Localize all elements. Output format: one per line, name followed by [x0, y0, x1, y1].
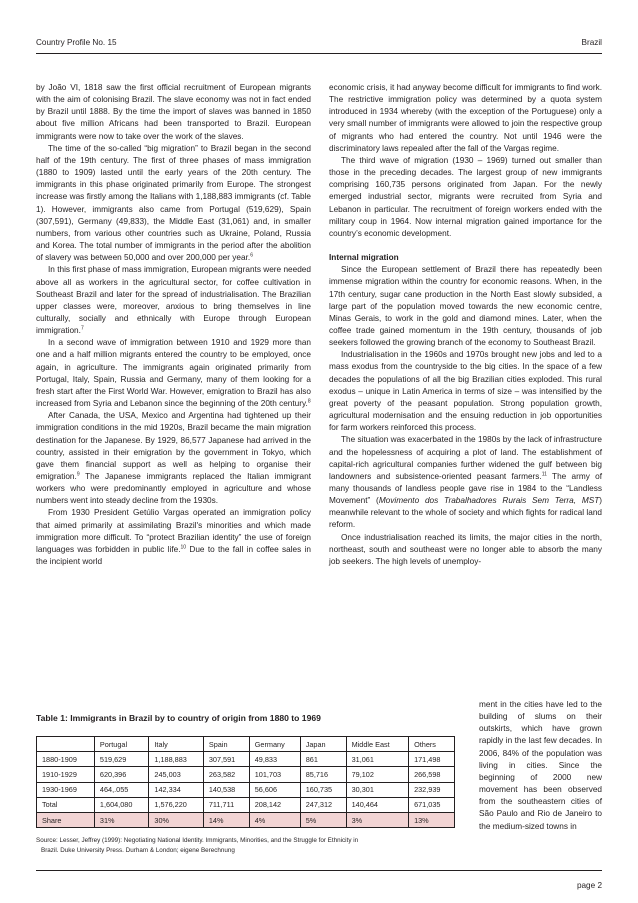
table-cell: 266,598	[409, 767, 455, 782]
table-cell: 307,591	[203, 752, 249, 767]
table-cell: 4%	[249, 812, 300, 827]
paragraph: After Canada, the USA, Mexico and Argentina had tightened up their immigration conditions in the mid 1920s, Brazil became the main migration destination for the Japanese. By 1929, 86,577 Japanese had arrived in the country, assisted in their emigration by the government in Tokyo, which gave them financial support as well as helping to organise their emigration.$^9$ The Japanese immigrants replaced the Italian immigrant workers who were predominantly employed in agriculture and whose numbers went into steady decline from the 1930s.	[36, 411, 311, 506]
table-header-cell: Japan	[300, 737, 346, 752]
table-cell: 85,716	[300, 767, 346, 782]
table-cell: 140,464	[346, 797, 408, 812]
table-header-cell: Spain	[203, 737, 249, 752]
table-cell: 1930-1969	[37, 782, 95, 797]
footnote-ref: 11	[541, 471, 547, 478]
table-cell: 142,334	[149, 782, 203, 797]
source-line: Brazil. Duke University Press. Durham & London; eigene Berechnung	[41, 846, 235, 854]
table-cell: 3%	[346, 812, 408, 827]
table-cell: 1880-1909	[37, 752, 95, 767]
table-cell: 1910-1929	[37, 767, 95, 782]
table-cell: 49,833	[249, 752, 300, 767]
paragraph: Once industrialisation reached its limits, the major cities in the north, northeast, south and southeast were no longer able to absorb the many job seekers. The high levels of unemploy-	[329, 532, 602, 566]
left-column	[36, 82, 311, 568]
paragraph: economic crisis, it had anyway become difficult for immigrants to find work. The restrictive immigration policy was determined by a quota system introduced in 1934 whereby (with the exception of the Portuguese) only a very small number of immigrants were allowed to join the respective group of migrants who had entered the country. Not until 1946 were the discriminatory laws repealed after the fall of the Vargas regime.	[329, 83, 602, 153]
wrapped-text-column	[479, 699, 602, 833]
paragraph: The situation was exacerbated in the 1980s by the lack of infrastructure and the hopelessness of acquiring a plot of land. The establishment of capital-rich agricultural companies further widened the gulf between big landowners and subsistence-oriented peasant farmers.$^{11}$ The army of many thousands of landless people gave rise in 1984 to the “Landless Movement” (Movimento dos Trabalhadores Rurais Sem Terra, MST) meanwhile relevant to the whole of society and which fights for radical land reform.	[329, 435, 602, 530]
table-cell: 208,142	[249, 797, 300, 812]
table-cell: Total	[37, 797, 95, 812]
header-rule	[36, 53, 602, 54]
table-cell: 711,711	[203, 797, 249, 812]
right-column	[329, 82, 602, 568]
table-header-cell: Portugal	[94, 737, 148, 752]
paragraph: by João VI, 1818 saw the first official recruitment of European migrants with the aim of colonising Brazil. The slave economy was not in fact ended by Brazil until 1888. By the time the import of slaves was banned in 1850 about five million Africans had been transported to Brazil. European immigrants were now to take over the work of the slaves.	[36, 83, 311, 141]
table-row	[37, 752, 455, 767]
paragraph: The time of the so-called “big migration” to Brazil began in the second half of the 19th century. The first of three phases of mass immigration (1880 to 1909) lasted until the early years of the 20th century. The immigrants in this phase originated primarily from Europe. The strongest increase was firstly among the Italians with 1,188,883 immigrants (cf. Table 1). However, immigrants also came from Portugal (519,629), Spain (307,591), Germany (49,833), the Middle East (31,061) and, in smaller numbers, from various other countries such as Ukraine, Poland, Russia and Korea. The total number of immigrants in the period after the abolition of slavery was between 50,000 and over 200,000 per year.$^6$	[36, 143, 311, 263]
footnote-ref: 8	[307, 398, 311, 405]
table-header-cell: Germany	[249, 737, 300, 752]
table-source	[36, 836, 456, 855]
table-cell: 171,498	[409, 752, 455, 767]
table-cell: 101,703	[249, 767, 300, 782]
table-cell: 140,538	[203, 782, 249, 797]
table-cell: 263,582	[203, 767, 249, 782]
table-header-cell	[37, 737, 95, 752]
source-line: Source: Lesser, Jeffrey (1999): Negotiating National Identity. Immigrants, Minorities, and the Struggle for Ethnicity in	[36, 837, 359, 844]
footnote-ref: 10	[180, 544, 187, 551]
table-cell: 861	[300, 752, 346, 767]
table-caption: Table 1: Immigrants in Brazil by to country of origin from 1880 to 1969	[36, 713, 321, 723]
paragraph: In this first phase of mass immigration, European migrants were needed above all as workers in the agricultural sector, for coffee cultivation in Southeast Brazil and later for the spread of industrialisation. The Brazilian upper classes were, moreover, anxious to bring themselves in line culturally, socially and ethnically with Europe through European immigration.$^7$	[36, 265, 311, 336]
paragraph: Industrialisation in the 1960s and 1970s brought new jobs and led to a mass exodus from the countryside to the big cities. In the space of a few decades the populations of all the big Brazilian cities exploded. This rural exodus – unique in Latin America in terms of size – was intensified by the great poverty of the peasant population. Strong population growth, agricultural modernisation and the ensuing reduction in job opportunities for farm workers reinforced this process.	[329, 350, 602, 433]
table-cell: 1,604,080	[94, 797, 148, 812]
table-cell: 247,312	[300, 797, 346, 812]
table-cell: 620,396	[94, 767, 148, 782]
footnote-ref: 9	[76, 471, 80, 478]
table-cell: 30,301	[346, 782, 408, 797]
table-cell: 13%	[409, 812, 455, 827]
table-header-cell: Others	[409, 737, 455, 752]
paragraph: The third wave of migration (1930 – 1969) turned out smaller than those in the preceding decades. The largest group of new immigrants comprising 160,735 persons originated from Japan. For the newly emerged industrial sector, migrants were recruited from Syria and Lebanon in particular. The recruitment of foreign workers ended with the military coup in 1964. Now internal migration gained importance for the country’s economic development.	[329, 155, 602, 238]
table-cell: Share	[37, 812, 95, 827]
footnote-ref: 6	[250, 252, 253, 259]
table-cell: 1,576,220	[149, 797, 203, 812]
table-cell: 5%	[300, 812, 346, 827]
table-cell: 56,606	[249, 782, 300, 797]
table-cell: 464,.055	[94, 782, 148, 797]
immigrants-table	[36, 736, 455, 828]
paragraph: In a second wave of immigration between 1910 and 1929 more than one and a half million migrants entered the country to be employed, once again, in agriculture. The immigrants again originated primarily from Portugal, Italy, Spain, Russia and Germany, many of them looking for a fresh start after the First World War. However, emigration to Brazil has also increased from Syria and Lebanon since the beginning of the 20th century.$^8$	[36, 338, 311, 409]
table-cell: 31%	[94, 812, 148, 827]
table-header-cell: Italy	[149, 737, 203, 752]
table-header-cell: Middle East	[346, 737, 408, 752]
table-row	[37, 782, 455, 797]
paragraph: Since the European settlement of Brazil there has repeatedly been immense migration within the country for economic reasons. When, in the 17th century, sugar cane production in the North East slowly subsided, a large part of the population moved towards the new economic centre, Minas Gerais, to work in the gold and diamond mines. Later, when the coffee trade gained momentum in the 19th century, thousands of job seekers followed the growing branch of the economy to Southeast Brazil.	[329, 265, 602, 348]
table-cell: 519,629	[94, 752, 148, 767]
section-heading: Internal migration	[329, 253, 399, 263]
table-row	[37, 767, 455, 782]
running-header-country: Brazil	[581, 38, 602, 47]
table-cell: 671,035	[409, 797, 455, 812]
table-cell: 232,939	[409, 782, 455, 797]
table-row-total	[37, 797, 455, 812]
paragraph: From 1930 President Getúlio Vargas operated an immigration policy that aimed primarily at assimilating Brazil's minorities and which made immigration more difficult. To “protect Brazilian identity” the use of foreign languages was forbidden in public life.$^{10}$ Due to the fall in coffee sales in the incipient world	[36, 508, 311, 567]
table-cell: 14%	[203, 812, 249, 827]
table-cell: 1,188,883	[149, 752, 203, 767]
table-row-share	[37, 812, 455, 827]
table-cell: 160,735	[300, 782, 346, 797]
table-cell: 31,061	[346, 752, 408, 767]
footnote-ref: 7	[80, 325, 84, 332]
running-header-title: Country Profile No. 15	[36, 38, 117, 47]
table-cell: 79,102	[346, 767, 408, 782]
table-header-row	[37, 737, 455, 752]
paragraph-continuation: ment in the cities have led to the building of slums on their outskirts, which have grown rapidly in the last few decades. In 2006, 84% of the population was living in cities. Since the beginning of 2000 new movement has been observed from the southeastern cities of São Paulo and Rio de Janeiro to the medium-sized towns in	[479, 700, 602, 831]
footer-rule	[36, 870, 602, 871]
table-cell: 245,003	[149, 767, 203, 782]
table-cell: 30%	[149, 812, 203, 827]
page-number: page 2	[576, 881, 602, 890]
